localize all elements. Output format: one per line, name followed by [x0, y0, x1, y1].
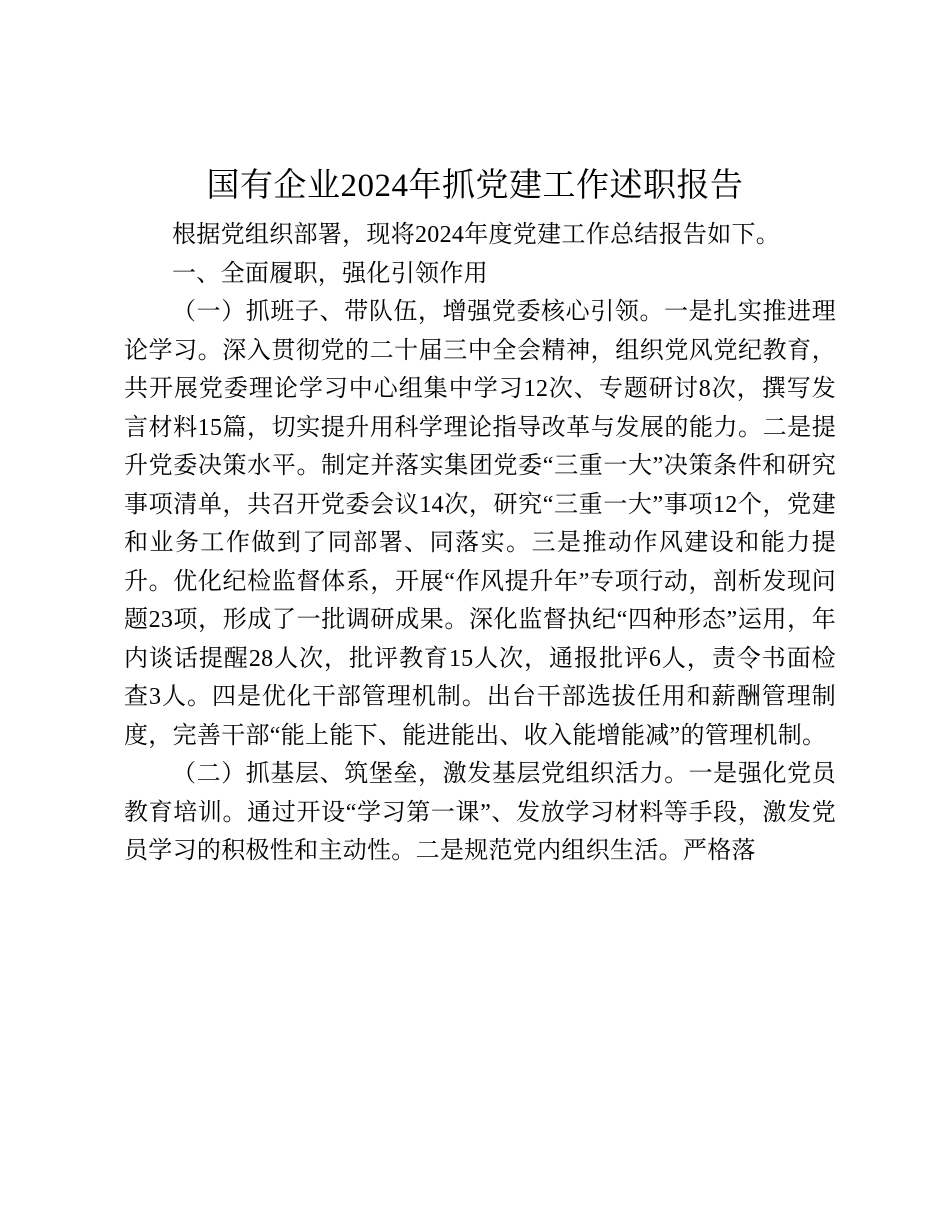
paragraph-section-1: （一）抓班子、带队伍，增强党委核心引领。一是扎实推进理论学习。深入贯彻党的二十届三中全会精神，组织党风党纪教育，共开展党委理论学习中心组集中学习12次、专题研讨8次，撰写发言材料15篇，切实提升用科学理论指导改革与发展的能力。二是提升党委决策水平。制定并落实集团党委“三重一大”决策条件和研究事项清单，共召开党委会议14次，研究“三重一大”事项12个，党建和业务工作做到了同部署、同落实。三是推动作风建设和能力提升。优化纪检监督体系，开展“作风提升年”专项行动，剖析发现问题23项，形成了一批调研成果。深化监督执纪“四种形态”运用，年内谈话提醒28人次，批评教育15人次，通报批评6人，责令书面检查3人。四是优化干部管理机制。出台干部选拔任用和薪酬管理制度，完善干部“能上能下、能进能出、收入能增能减”的管理机制。: [124, 299, 836, 749]
document-body: [124, 216, 836, 871]
document-title: 国有企业2024年抓党建工作述职报告: [206, 168, 744, 204]
paragraph-section-2: （二）抓基层、筑堡垒，激发基层党组织活力。一是强化党员教育培训。通过开设“学习第一课”、发放学习材料等手段，激发党员学习的积极性和主动性。二是规范党内组织生活。严格落: [124, 761, 836, 864]
section-heading: 一、全面履职，强化引领作用: [172, 260, 488, 287]
paragraph-intro: 根据党组织部署，现将2024年度党建工作总结报告如下。: [172, 222, 781, 248]
